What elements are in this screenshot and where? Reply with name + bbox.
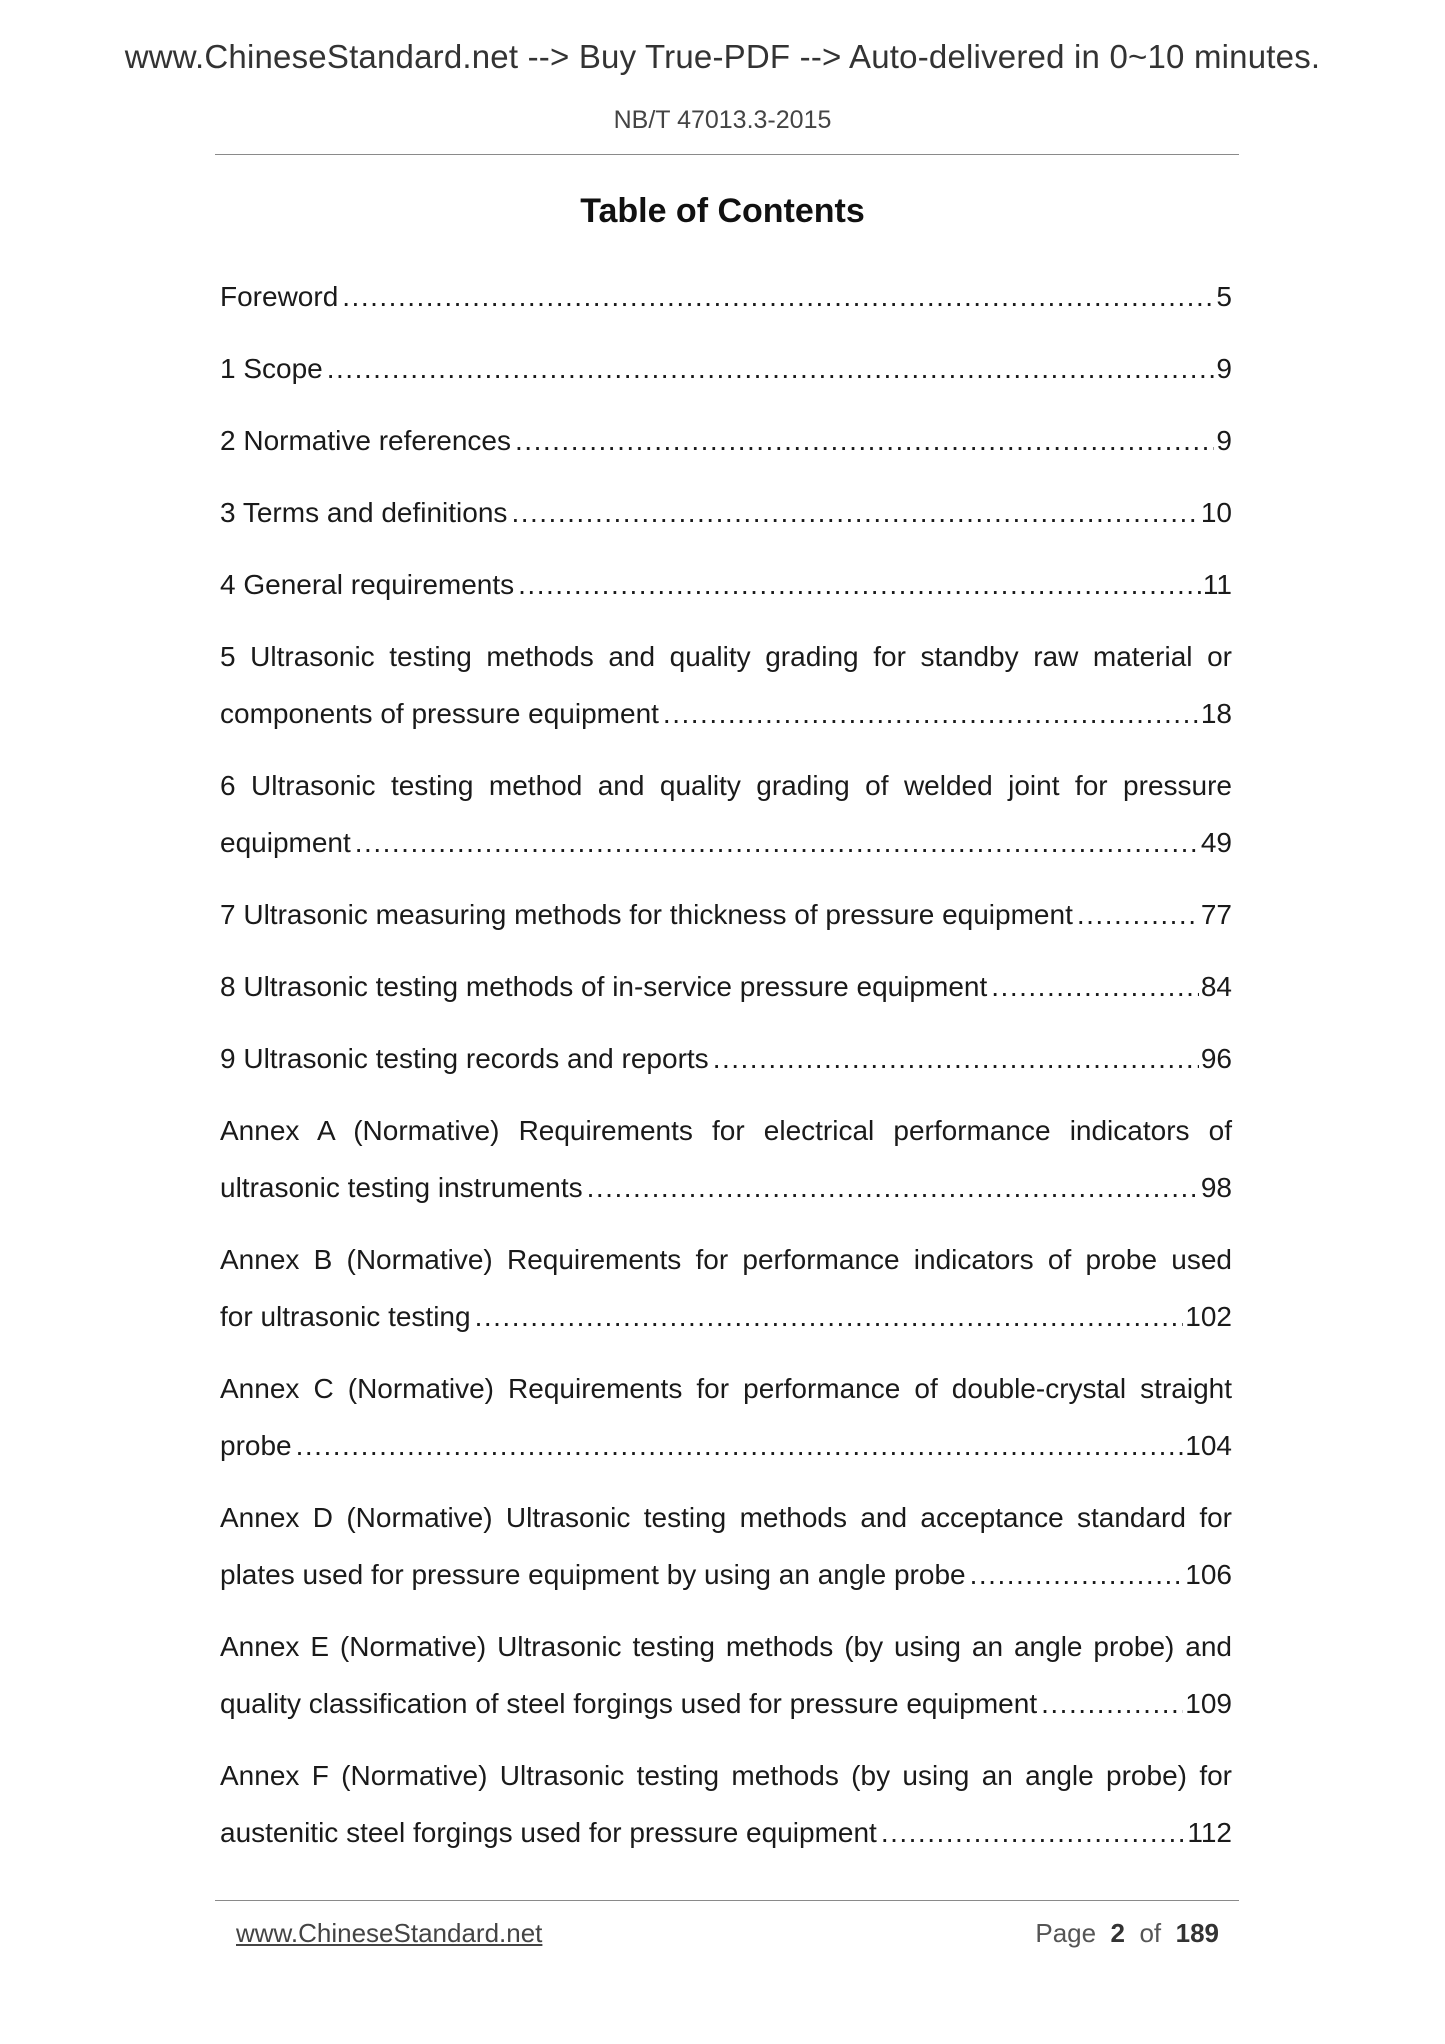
toc-leader-dots — [518, 556, 1201, 613]
toc-leader-dots — [355, 814, 1199, 871]
toc-entry-title: 1 Scope — [220, 353, 323, 384]
toc-entry-title-line: 5 Ultrasonic testing methods and quality grading for standby raw material or — [220, 641, 1232, 672]
toc-entry-title: components of pressure equipment — [220, 698, 659, 729]
page-total: 189 — [1175, 1918, 1219, 1948]
toc-entry-title-line: Annex B (Normative) Requirements for performance indicators of probe used — [220, 1244, 1232, 1275]
toc-leader-dots — [663, 685, 1199, 742]
toc-entry-last-line — [220, 886, 1232, 943]
toc-leader-dots — [475, 1288, 1184, 1345]
toc-entry-last-line — [220, 340, 1232, 397]
toc-entry[interactable] — [220, 1102, 1232, 1216]
toc-entry-last-line — [220, 958, 1232, 1015]
toc-entry-last-line — [220, 814, 1232, 871]
toc-entry-title-line: Annex A (Normative) Requirements for electrical performance indicators of — [220, 1115, 1232, 1146]
toc-entry[interactable] — [220, 1747, 1232, 1861]
toc-entry-title: equipment — [220, 827, 351, 858]
page-title: Table of Contents — [580, 192, 865, 230]
toc-entry-title-line: Annex D (Normative) Ultrasonic testing methods and acceptance standard for — [220, 1502, 1232, 1533]
toc-entry-page: 96 — [1200, 1043, 1232, 1074]
toc-entry-page: 49 — [1200, 827, 1232, 858]
toc-entry-title: 9 Ultrasonic testing records and reports — [220, 1043, 709, 1074]
toc-leader-dots — [515, 412, 1214, 469]
toc-entry-title-line: 6 Ultrasonic testing method and quality grading of welded joint for pressure — [220, 770, 1232, 801]
header-divider — [215, 154, 1239, 155]
toc-entry-title: 4 General requirements — [220, 569, 515, 600]
toc-leader-dots — [991, 958, 1199, 1015]
toc-entry-last-line — [220, 1546, 1232, 1603]
toc-entry-title: 3 Terms and definitions — [220, 497, 508, 528]
toc-entry[interactable] — [220, 268, 1232, 325]
page-indicator — [1035, 1918, 1219, 1949]
toc-entry-page: 9 — [1216, 353, 1232, 384]
toc-entry-page: 77 — [1200, 899, 1232, 930]
toc-entry-page: 98 — [1200, 1172, 1232, 1203]
toc-entry[interactable] — [220, 484, 1232, 541]
toc-entry-title: quality classification of steel forgings used for pressure equipment — [220, 1688, 1038, 1719]
toc-entry-title: plates used for pressure equipment by using an angle probe — [220, 1559, 966, 1590]
toc-entry[interactable] — [220, 1030, 1232, 1087]
page-label: Page — [1035, 1918, 1097, 1948]
toc-entry-title: ultrasonic testing instruments — [220, 1172, 583, 1203]
toc-leader-dots — [713, 1030, 1199, 1087]
toc-entry[interactable] — [220, 1618, 1232, 1732]
footer-site-link[interactable]: www.ChineseStandard.net — [236, 1918, 543, 1948]
toc-leader-dots — [327, 340, 1215, 397]
toc-entry[interactable] — [220, 412, 1232, 469]
toc-leader-dots — [970, 1546, 1184, 1603]
toc-entry-last-line — [220, 1417, 1232, 1474]
toc-entry[interactable] — [220, 886, 1232, 943]
document-code: NB/T 47013.3-2015 — [613, 106, 832, 134]
toc-leader-dots — [881, 1804, 1186, 1861]
toc-entry-last-line — [220, 268, 1232, 325]
toc-entry-page: 5 — [1216, 281, 1232, 312]
toc-entry-last-line — [220, 685, 1232, 742]
toc-leader-dots — [587, 1159, 1199, 1216]
toc-entry-page: 9 — [1216, 425, 1232, 456]
toc-leader-dots — [511, 484, 1198, 541]
toc-entry[interactable] — [220, 628, 1232, 742]
footer-divider — [215, 1900, 1239, 1901]
toc-entry[interactable] — [220, 757, 1232, 871]
page-current: 2 — [1110, 1918, 1126, 1948]
toc-entry-last-line — [220, 1804, 1232, 1861]
toc-entry-page: 18 — [1200, 698, 1232, 729]
toc-leader-dots — [342, 268, 1214, 325]
toc-entry[interactable] — [220, 340, 1232, 397]
toc-leader-dots — [296, 1417, 1184, 1474]
toc-entry-page: 10 — [1200, 497, 1232, 528]
table-of-contents — [220, 268, 1232, 1876]
toc-entry-title: 7 Ultrasonic measuring methods for thickness of pressure equipment — [220, 899, 1073, 930]
toc-entry-title-line: Annex E (Normative) Ultrasonic testing methods (by using an angle probe) and — [220, 1631, 1232, 1662]
top-banner: www.ChineseStandard.net --> Buy True-PDF --> Auto-delivered in 0~10 minutes. — [124, 38, 1321, 75]
toc-entry-last-line — [220, 1288, 1232, 1345]
toc-entry[interactable] — [220, 958, 1232, 1015]
toc-entry-last-line — [220, 1030, 1232, 1087]
toc-entry-page: 102 — [1185, 1301, 1232, 1332]
toc-entry-page: 104 — [1185, 1430, 1232, 1461]
toc-entry-page: 84 — [1200, 971, 1232, 1002]
toc-entry[interactable] — [220, 1360, 1232, 1474]
page-of: of — [1139, 1918, 1162, 1948]
toc-entry-title: Foreword — [220, 281, 339, 312]
toc-entry-title: austenitic steel forgings used for pressure equipment — [220, 1817, 877, 1848]
toc-entry-title: 2 Normative references — [220, 425, 512, 456]
toc-leader-dots — [1041, 1675, 1183, 1732]
toc-leader-dots — [1077, 886, 1199, 943]
toc-entry-page: 11 — [1202, 569, 1232, 600]
toc-entry-title-line: Annex C (Normative) Requirements for performance of double-crystal straight — [220, 1373, 1232, 1404]
toc-entry-last-line — [220, 484, 1232, 541]
toc-entry[interactable] — [220, 1231, 1232, 1345]
toc-entry-last-line — [220, 556, 1232, 613]
toc-entry-title: for ultrasonic testing — [220, 1301, 471, 1332]
toc-entry-page: 112 — [1187, 1817, 1232, 1848]
toc-entry-title: probe — [220, 1430, 292, 1461]
toc-entry-title: 8 Ultrasonic testing methods of in-service pressure equipment — [220, 971, 988, 1002]
toc-entry-last-line — [220, 1159, 1232, 1216]
toc-entry-page: 106 — [1185, 1559, 1232, 1590]
toc-entry-last-line — [220, 1675, 1232, 1732]
toc-entry[interactable] — [220, 556, 1232, 613]
toc-entry-title-line: Annex F (Normative) Ultrasonic testing methods (by using an angle probe) for — [220, 1760, 1232, 1791]
toc-entry[interactable] — [220, 1489, 1232, 1603]
toc-entry-page: 109 — [1185, 1688, 1232, 1719]
toc-entry-last-line — [220, 412, 1232, 469]
